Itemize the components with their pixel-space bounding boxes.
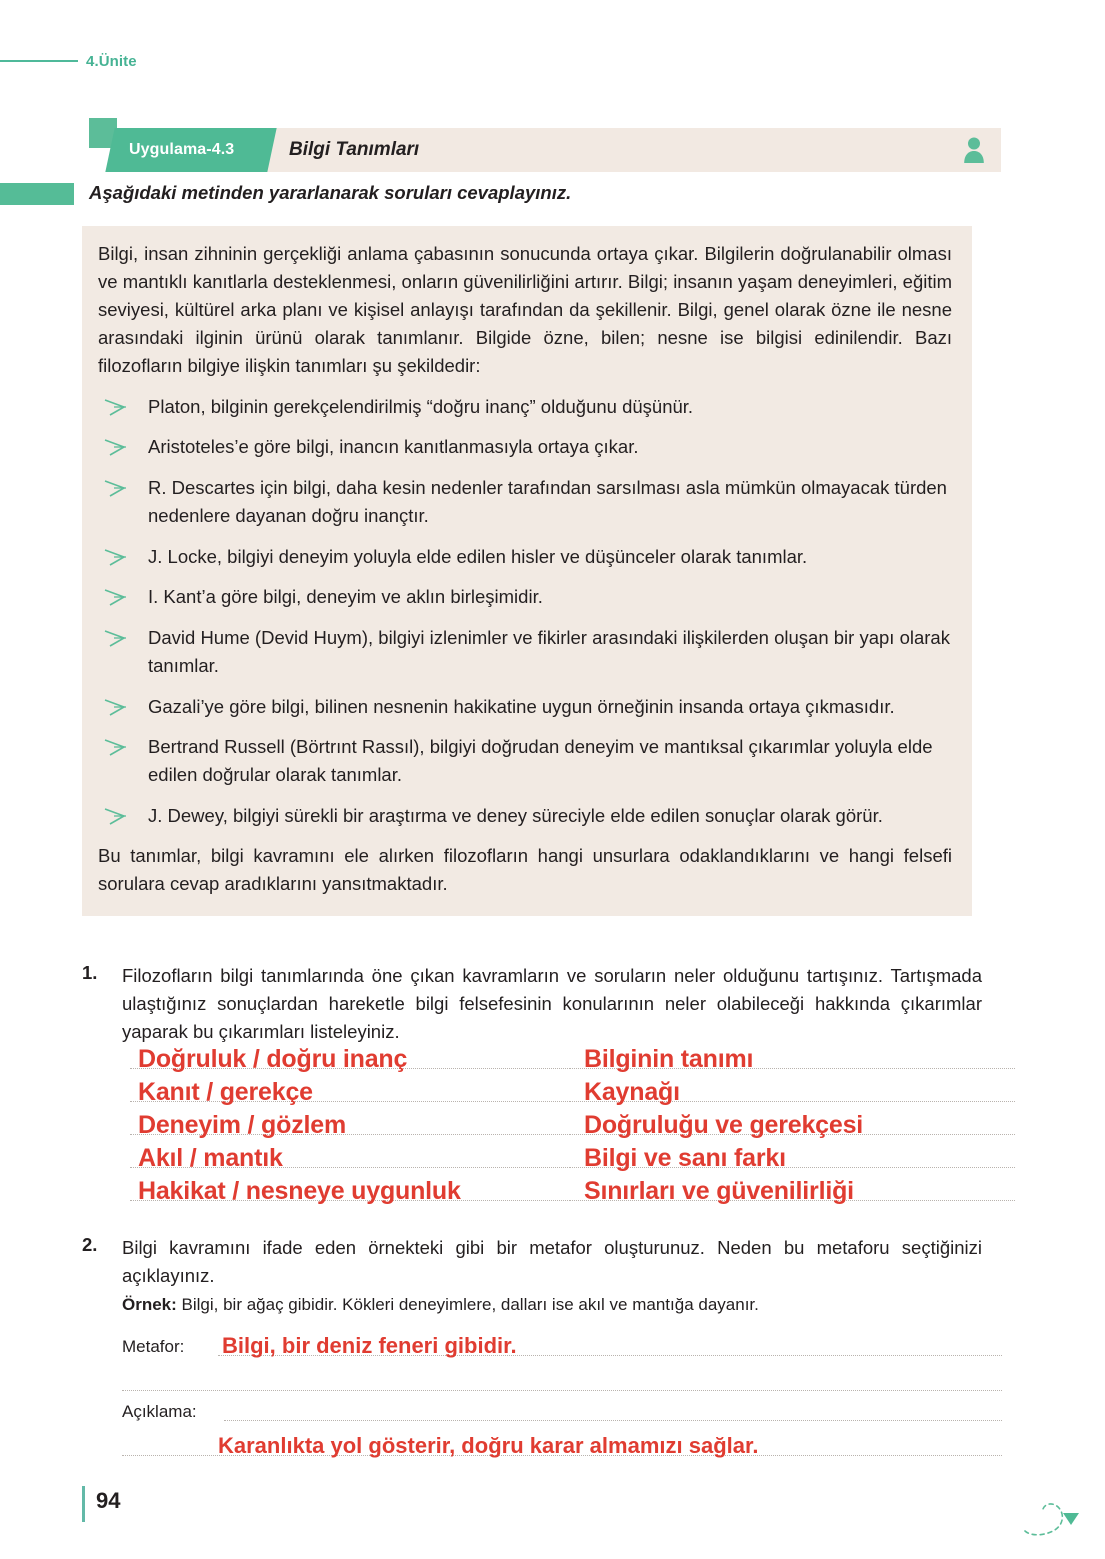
answer-text: Deneyim / gözlem	[138, 1111, 346, 1139]
question-1-number: 1.	[82, 962, 98, 983]
list-item	[98, 693, 952, 721]
explanation-answer-line[interactable]	[122, 1427, 1002, 1461]
answer-text: Sınırları ve güvenilirliği	[584, 1177, 854, 1205]
arrow-icon	[104, 547, 140, 567]
answer-text: Akıl / mantık	[138, 1144, 283, 1172]
list-item	[98, 433, 952, 461]
metaphor-label: Metafor:	[122, 1337, 185, 1356]
arrow-icon	[104, 478, 140, 498]
list-item-text: Platon, bilginin gerekçelendirilmiş “doğru inanç” olduğunu düşünür.	[148, 395, 694, 417]
answer-text: Bilginin tanımı	[584, 1045, 754, 1073]
answer-column-right[interactable]	[570, 1042, 1010, 1207]
answer-line[interactable]	[130, 1141, 570, 1174]
list-item	[98, 474, 952, 530]
arrow-icon	[104, 397, 140, 417]
arrow-icon	[104, 587, 140, 607]
explanation-field[interactable]	[122, 1392, 1002, 1426]
answer-column-left[interactable]	[130, 1042, 570, 1207]
list-item-text: David Hume (Devid Huym), bilgiyi izlenimler ve fikirler arasındaki ilişkilerden oluşan bir yapı olarak tanımlar.	[148, 627, 950, 676]
unit-label: 4.Ünite	[86, 52, 137, 70]
question-2	[82, 1234, 982, 1290]
arrow-icon	[104, 737, 140, 757]
metaphor-field[interactable]	[122, 1327, 1002, 1361]
example-label: Örnek:	[122, 1295, 177, 1314]
answer-line[interactable]	[570, 1141, 1010, 1174]
arrow-icon	[104, 697, 140, 717]
answer-text: Doğruluğu ve gerekçesi	[584, 1111, 864, 1139]
person-icon	[963, 136, 985, 164]
question-1-answer-area[interactable]	[130, 1042, 1020, 1207]
answer-text: Bilgi ve sanı farkı	[584, 1144, 786, 1172]
list-item-text: Gazali’ye göre bilgi, bilinen nesnenin hakikatine uygun örneğinin insanda ortaya çıkmasıdır.	[148, 695, 895, 717]
application-header	[89, 120, 1001, 172]
question-2-text: Bilgi kavramını ifade eden örnekteki gibi bir metafor oluşturunuz. Neden bu metaforu seçtiğinizi açıklayınız.	[122, 1237, 982, 1286]
arrow-icon	[104, 437, 140, 457]
answer-line[interactable]	[130, 1042, 570, 1075]
metaphor-continuation-line[interactable]	[122, 1362, 1002, 1396]
instruction-accent-bar	[0, 183, 74, 205]
answer-line[interactable]	[570, 1174, 1010, 1207]
example-block	[122, 1295, 1002, 1315]
list-item-text: J. Locke, bilgiyi deneyim yoluyla elde edilen hisler ve düşünceler olarak tanımlar.	[148, 545, 808, 567]
list-item	[98, 624, 952, 680]
reading-passage	[82, 226, 972, 916]
question-1-text: Filozofların bilgi tanımlarında öne çıkan kavramların ve soruların neler olduğunu tartışınız. Tartışmada ulaştığınız sonuçlardan hareketle bilgi felsefesinin konularının neler olabileceği hakkında çıkarımlar yaparak bu çıkarımları listeleyiniz.	[122, 965, 982, 1042]
passage-intro-paragraph: Bilgi, insan zihninin gerçekliği anlama çabasının sonucunda ortaya çıkar. Bilgilerin doğrulanabilir olması ve mantıklı kanıtlarla desteklenmesi, onların güvenilirliğini artırır. Bilgi; insanın yaşam deneyimleri, eğitim seviyesi, kültürel arka planı ve kişisel anlayışı tarafından da şekillenir. Bilgi, genel olarak özne ile nesne arasındaki ilginin ürünü olarak tanımlanır. Bilgide özne, bilen; nesne ise bilgisi edinilendir. Bazı filozofların bilgiye ilişkin tanımları şu şekildedir:	[98, 243, 952, 377]
answer-line[interactable]	[130, 1108, 570, 1141]
answer-line[interactable]	[130, 1075, 570, 1108]
instruction-text: Aşağıdaki metinden yararlanarak soruları cevaplayınız.	[89, 182, 572, 203]
list-item	[98, 733, 952, 789]
arrow-icon	[104, 628, 140, 648]
answer-text: Hakikat / nesneye uygunluk	[138, 1177, 461, 1205]
list-item-text: Aristoteles’e göre bilgi, inancın kanıtlanmasıyla ortaya çıkar.	[148, 436, 639, 458]
list-item	[98, 583, 952, 611]
list-item-text: J. Dewey, bilgiyi sürekli bir araştırma ve deney süreciyle elde edilen sonuçlar olarak görür.	[148, 804, 883, 826]
answer-line[interactable]	[570, 1075, 1010, 1108]
answer-line[interactable]	[130, 1174, 570, 1207]
running-head-rule	[0, 60, 78, 62]
list-item-text: Bertrand Russell (Börtrınt Rassıl), bilgiyi doğrudan deneyim ve mantıksal çıkarımlar yoluyla elde edilen doğrular olarak tanımlar.	[148, 736, 933, 786]
list-item-text: R. Descartes için bilgi, daha kesin nedenler tarafından sarsılması asla mümkün olmayacak türden nedenlere dayanan doğru inançtır.	[148, 477, 947, 526]
writing-rule	[122, 1390, 1002, 1391]
example-text: Bilgi, bir ağaç gibidir. Kökleri deneyimlere, dalları ise akıl ve mantığa dayanır.	[176, 1295, 759, 1314]
list-item	[98, 543, 952, 571]
explanation-answer: Karanlıkta yol gösterir, doğru karar almamızı sağlar.	[218, 1433, 759, 1458]
dashed-arrow-icon	[1019, 1497, 1091, 1541]
list-item	[98, 393, 952, 421]
folio-accent-rule	[82, 1486, 85, 1522]
answer-text: Doğruluk / doğru inanç	[138, 1045, 408, 1073]
answer-line[interactable]	[570, 1042, 1010, 1075]
answer-line[interactable]	[570, 1108, 1010, 1141]
list-item-text: I. Kant’a göre bilgi, deneyim ve aklın birleşimidir.	[148, 586, 543, 608]
page-number: 94	[96, 1488, 121, 1513]
running-head	[0, 50, 260, 72]
application-number-label: Uygulama-4.3	[129, 141, 235, 158]
explanation-label: Açıklama:	[122, 1402, 197, 1421]
passage-outro-paragraph: Bu tanımlar, bilgi kavramını ele alırken filozofların hangi unsurlara odaklandıklarını ve hangi felsefi sorulara cevap aradıklarını yansıtmaktadır.	[98, 844, 952, 894]
application-title: Bilgi Tanımları	[289, 139, 420, 160]
answer-text: Kaynağı	[584, 1078, 680, 1106]
philosopher-definition-list	[98, 393, 952, 830]
metaphor-answer: Bilgi, bir deniz feneri gibidir.	[222, 1333, 517, 1358]
question-1	[82, 962, 982, 1045]
question-2-number: 2.	[82, 1234, 98, 1255]
answer-text: Kanıt / gerekçe	[138, 1078, 313, 1106]
list-item	[98, 802, 952, 830]
arrow-icon	[104, 806, 140, 826]
writing-rule	[224, 1420, 1002, 1421]
